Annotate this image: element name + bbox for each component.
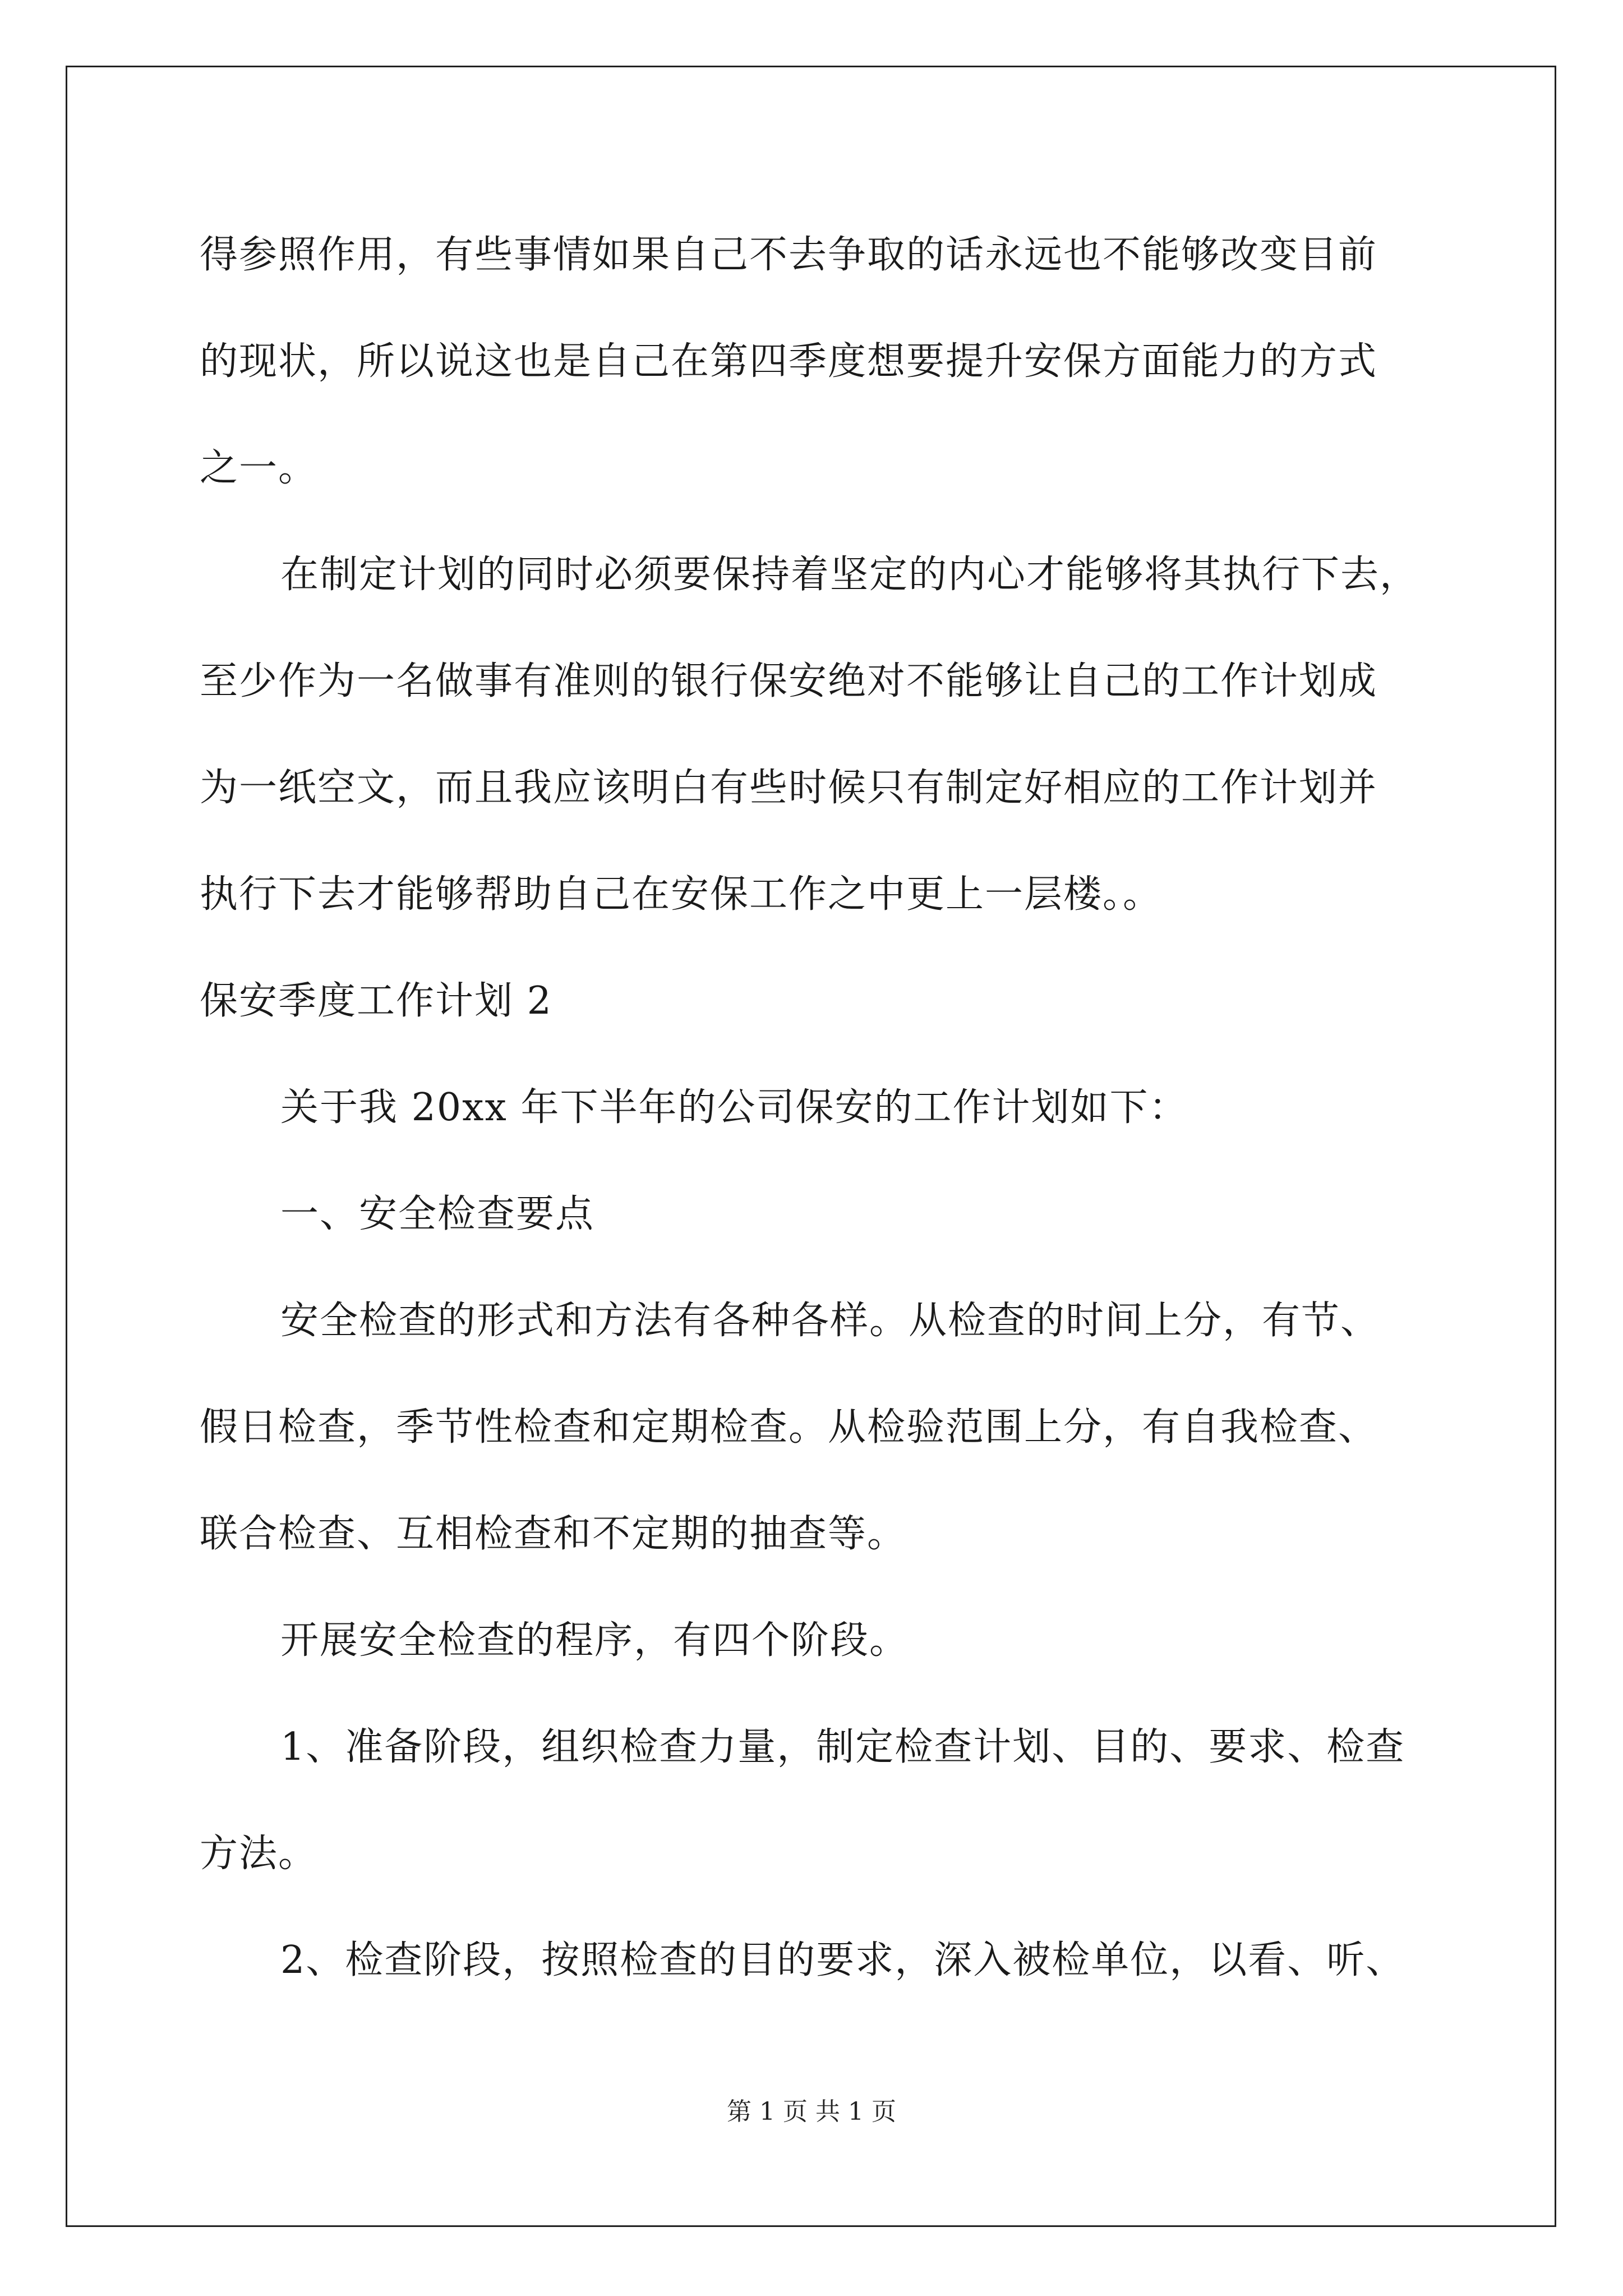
text-line-1: 得参照作用，有些事情如果自己不去争取的话永远也不能够改变目前 bbox=[200, 233, 1378, 277]
text-line-11: 安全检查的形式和方法有各种各样。从检查的时间上分，有节、 bbox=[280, 1299, 1380, 1343]
text-line-2: 的现状，所以说这也是自己在第四季度想要提升安保方面能力的方式 bbox=[200, 339, 1378, 384]
text-line-14: 开展安全检查的程序，有四个阶段。 bbox=[280, 1618, 909, 1663]
text-line-7: 执行下去才能够帮助自己在安保工作之中更上一层楼。。 bbox=[200, 872, 1163, 917]
text-line-5: 至少作为一名做事有准则的银行保安绝对不能够让自己的工作计划成 bbox=[200, 659, 1378, 703]
subheading: 一、安全检查要点 bbox=[280, 1192, 595, 1236]
section-heading: 保安季度工作计划 2 bbox=[200, 979, 552, 1023]
page-border bbox=[66, 66, 1556, 2227]
text-line-16: 方法。 bbox=[200, 1832, 318, 1876]
text-line-9: 关于我 20xx 年下半年的公司保安的工作计划如下： bbox=[280, 1085, 1188, 1130]
text-line-13: 联合检查、互相检查和不定期的抽查等。 bbox=[200, 1512, 907, 1556]
page-footer: 第 1 页 共 1 页 bbox=[727, 2097, 896, 2126]
text-line-15: 1、准备阶段，组织检查力量，制定检查计划、目的、要求、检查 bbox=[280, 1725, 1405, 1769]
text-line-12: 假日检查，季节性检查和定期检查。从检验范围上分，有自我检查、 bbox=[200, 1405, 1378, 1450]
text-line-4: 在制定计划的同时必须要保持着坚定的内心才能够将其执行下去， bbox=[280, 553, 1419, 597]
text-line-3: 之一。 bbox=[200, 446, 318, 490]
text-line-17: 2、检查阶段，按照检查的目的要求，深入被检单位，以看、听、 bbox=[280, 1938, 1405, 1982]
text-line-6: 为一纸空文，而且我应该明白有些时候只有制定好相应的工作计划并 bbox=[200, 766, 1378, 810]
